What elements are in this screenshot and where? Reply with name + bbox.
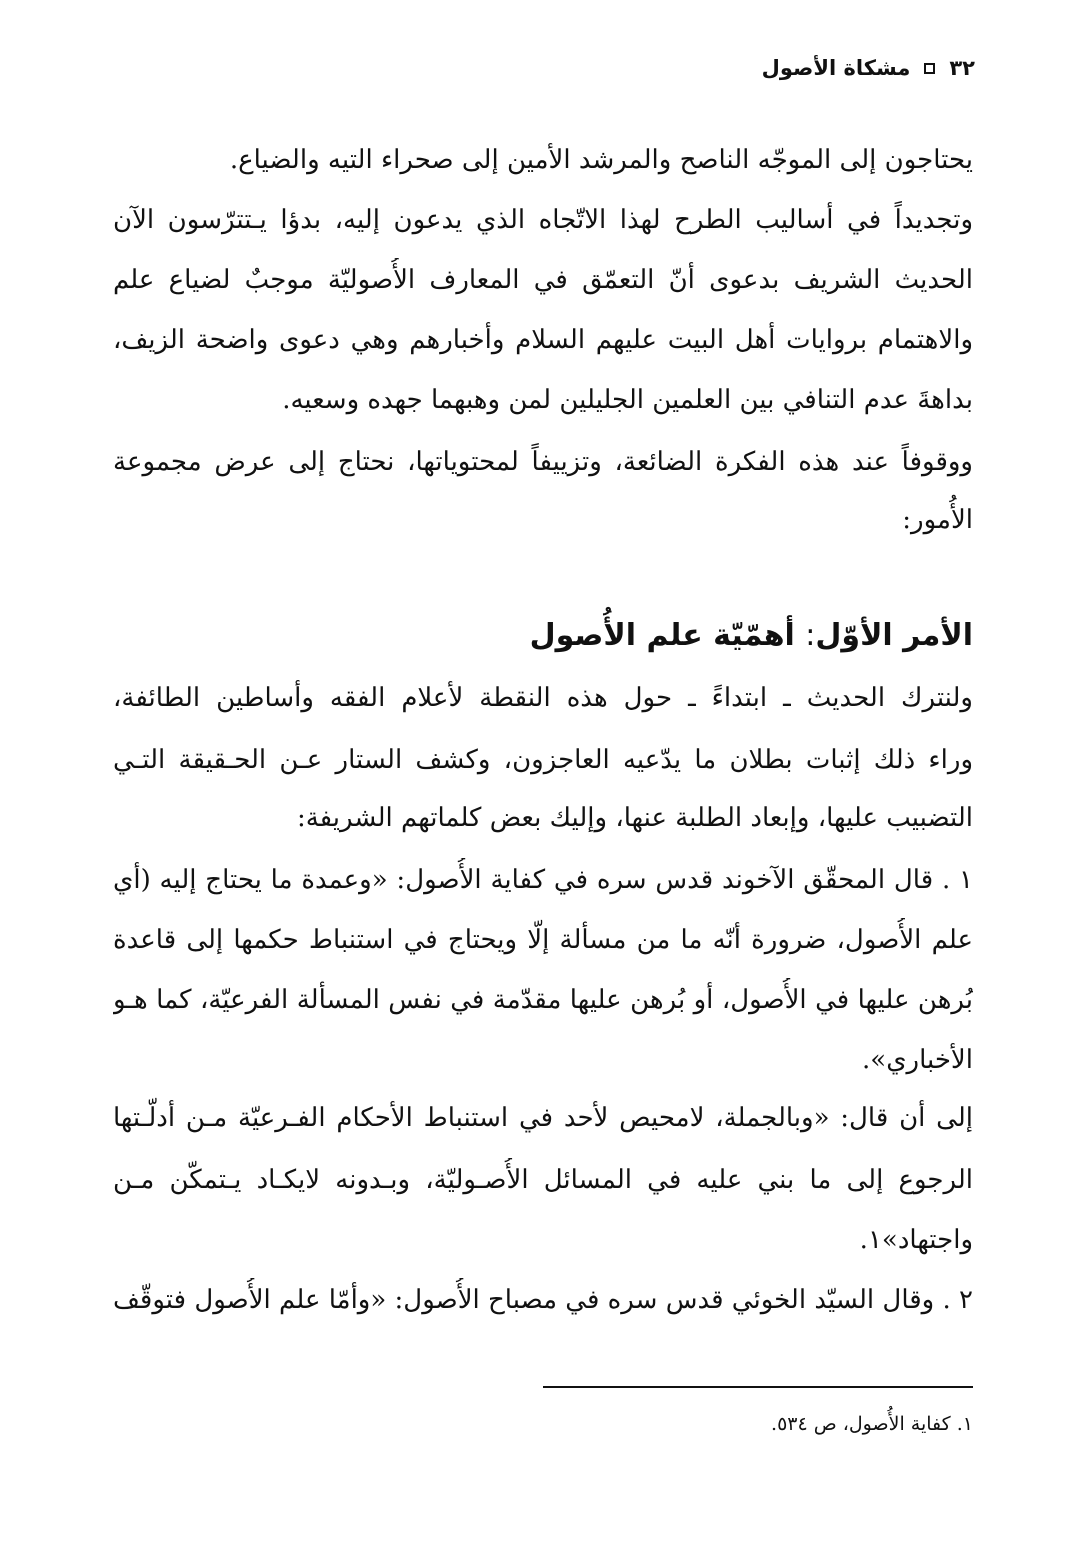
section-heading-prefix: الأمر الأوّل [815,618,973,653]
text-line: الرجوع إلى ما بني عليه في المسائل الأُصـوليّة، وبـدونه لايكـاد يـتمكّن مـن [113,1165,973,1195]
text-line: ووقوفاً عند هذه الفكرة الضائعة، وتزييفاً لمحتوياتها، نحتاج إلى عرض مجموعة [113,447,973,477]
running-head-square-ornament [924,63,935,74]
footnote: ١. كفاية الأُصول، ص ٥٣٤. [771,1413,973,1435]
section-heading-title: أهمّيّة علم الأُصول [529,618,795,653]
text-line: ٢ . وقال السيّد الخوئي قدس سره في مصباح الأُصول: «وأمّا علم الأُصول فتوقّف [113,1285,973,1315]
text-line: بُرهن عليها في الأُصول، أو بُرهن عليها مقدّمة في نفس المسألة الفرعيّة، كما هـو [113,985,973,1015]
text-line: الحديث الشريف بدعوى أنّ التعمّق في المعارف الأُصوليّة موجبٌ لضياع علم [113,265,973,295]
text-line: والاهتمام بروايات أهل البيت عليهم السلام وأخبارهم وهي دعوى واضحة الزيف، [113,325,973,355]
running-head [762,50,975,86]
text-line: وراء ذلك إثبات بطلان ما يدّعيه العاجزون، وكشف الستار عـن الحـقيقة التـي [113,745,973,775]
text-line: وتجديداً في أساليب الطرح لهذا الاتّجاه الذي يدعون إليه، بدؤا يـتترّسون الآن [113,205,973,235]
text-line: علم الأُصول، ضرورة أنّه ما من مسألة إلّا ويحتاج في استنباط حكمها إلى قاعدة [113,925,973,955]
footnote-divider [543,1386,973,1388]
text-line: إلى أن قال: «وبالجملة، لامحيص لأحد في استنباط الأحكام الفـرعيّة مـن أدلّـتها [113,1103,973,1133]
section-heading [530,612,973,660]
text-line: التضبيب عليها، وإبعاد الطلبة عنها، وإليك بعض كلماتهم الشريفة: [296,803,973,833]
text-line: الأخباري». [862,1045,973,1075]
text-line: ١ . قال المحقّق الآخوند قدس سره في كفاية الأُصول: «وعمدة ما يحتاج إليه (أي [113,865,973,895]
page-number: ٣٢ [949,56,975,80]
text-line: الأُمور: [902,505,973,535]
text-line: يحتاجون إلى الموجّه الناصح والمرشد الأمين إلى صحراء التيه والضياع. [229,145,973,175]
text-line: واجتهاد»١. [859,1225,973,1255]
text-line: بداهةَ عدم التنافي بين العلمين الجليلين لمن وهبهما جهده وسعيه. [282,385,973,415]
section-heading-separator: : [805,618,816,653]
text-line: ولنترك الحديث ـ ابتداءً ـ حول هذه النقطة لأعلام الفقه وأساطين الطائفة، [113,683,973,713]
book-title: مشكاة الأصول [761,56,911,80]
